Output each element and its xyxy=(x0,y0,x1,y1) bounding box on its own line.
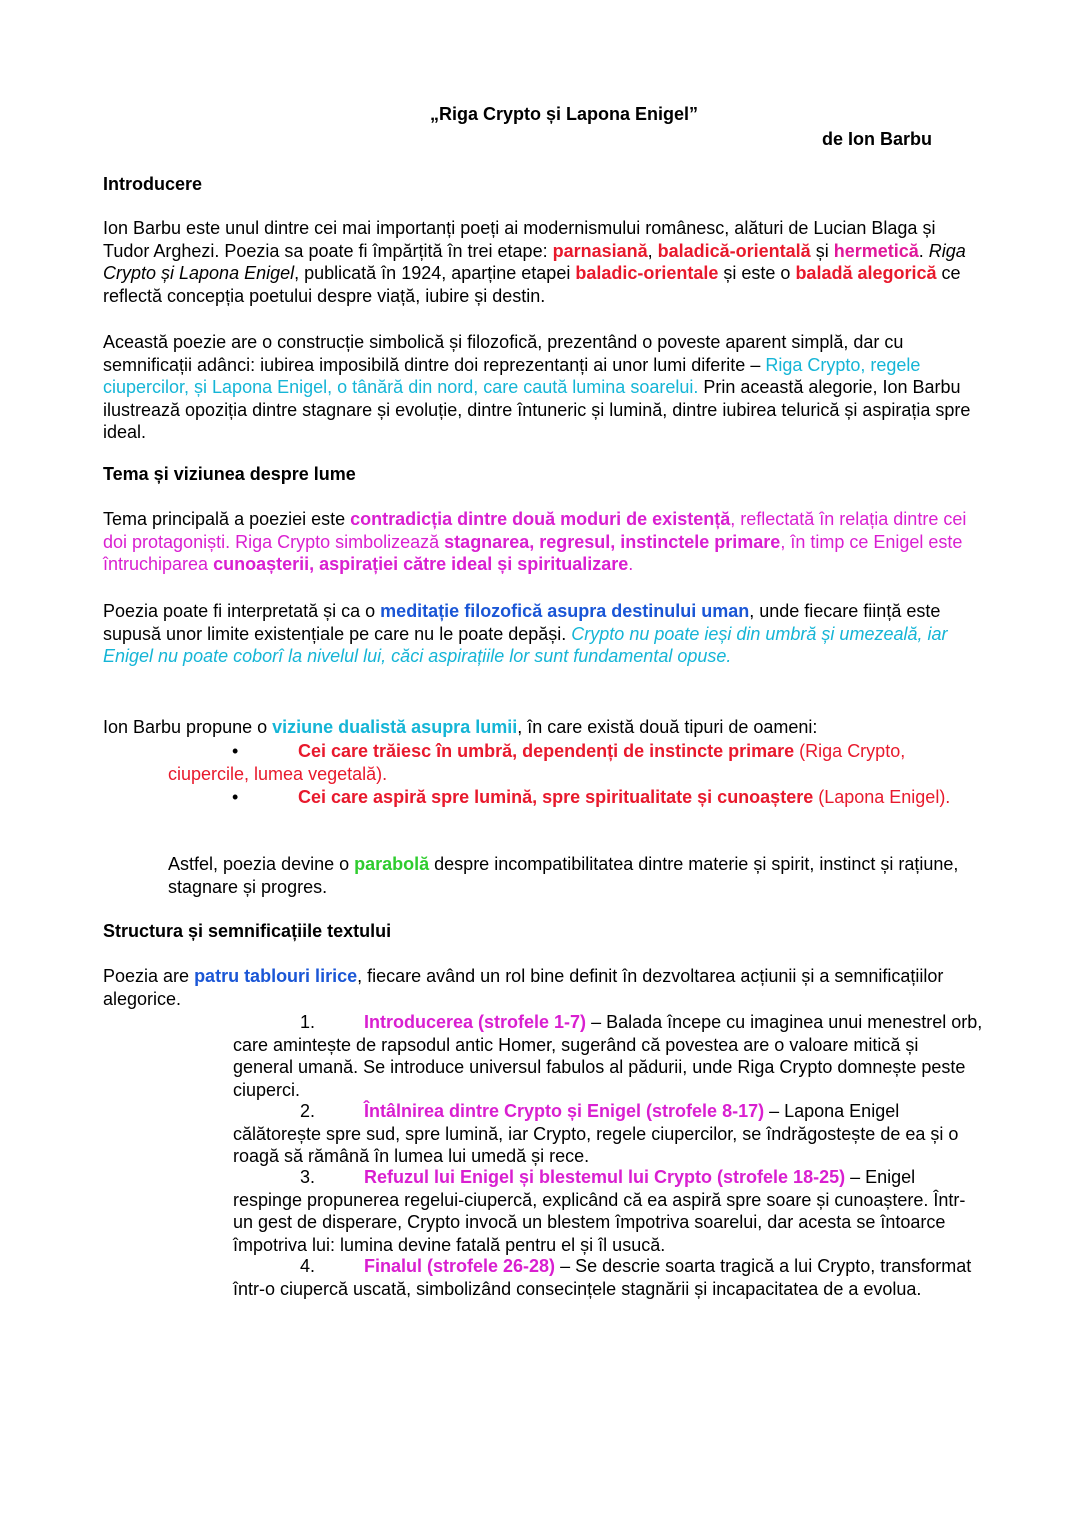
structura-paragraph-1: Poezia are patru tablouri lirice, fiecare având un rol bine definit în dezvoltarea acțiunii și a semnificațiilor alegorice. xyxy=(103,966,944,1009)
intro-paragraph-1: Ion Barbu este unul dintre cei mai importanți poeți ai modernismului românesc, alături de Lucian Blaga și Tudor Arghezi. Poezia sa poate fi împărțită în trei etape: parnasiană, baladică-orientală și hermetică. Riga Crypto și Lapona Enigel, publicată în 1924, aparține etapei baladic-orientale și este o baladă alegorică ce reflectă concepția poetului despre viață, iubire și destin. xyxy=(103,218,966,306)
tema-paragraph-4: Astfel, poezia devine o parabolă despre incompatibilitatea dintre materie și spirit, instinct și rațiune, stagnare și progres. xyxy=(168,854,959,897)
bullet-item-lumina: • Cei care aspiră spre lumină, spre spiritualitate și cunoaștere (Lapona Enigel). xyxy=(168,786,983,809)
highlight-viziune-dualista: viziune dualistă asupra lumii xyxy=(272,717,518,737)
poem-title: „Riga Crypto și Lapona Enigel” xyxy=(430,104,699,124)
author-line: de Ion Barbu xyxy=(822,129,933,149)
tema-paragraph-3: Ion Barbu propune o viziune dualistă asupra lumii, în care există două tipuri de oameni: xyxy=(103,717,818,737)
highlight-contradictia: contradicția dintre două moduri de existență xyxy=(350,509,731,529)
numbered-item-3: 3. Refuzul lui Enigel și blestemul lui Crypto (strofele 18-25) – Enigel respinge propunerea regelui-ciupercă, explicând că ea aspiră spre soare și cunoaștere. Într-un gest de disperare, Crypto invocă un blestem împotriva soarelui, dar acesta se întoarce împotriva lui: lumina devine fatală pentru el și îl usucă. xyxy=(233,1167,966,1255)
highlight-parabola: parabolă xyxy=(354,854,430,874)
bullet-item-umbra: • Cei care trăiesc în umbră, dependenți de instincte primare (Riga Crypto, ciupercile, lumea vegetală). xyxy=(168,741,906,784)
highlight-patru-tablouri: patru tablouri lirice xyxy=(194,966,358,986)
poem-title-italic: Riga Crypto și Lapona Enigel xyxy=(103,240,966,284)
highlight-characters: Riga Crypto, regele ciupercilor, și Lapona Enigel, o tânără din nord, care caută lumina soarelui. xyxy=(103,354,921,398)
highlight-baladica-orientala: baladică-orientală xyxy=(657,240,811,261)
tema-paragraph-1: Tema principală a poeziei este contradicția dintre două moduri de existență, reflectată în relația dintre cei doi protagoniști. Riga Crypto simbolizează stagnarea, regresul, instinctele primare, în timp ce Enigel este întruchiparea cunoașterii, aspirației către ideal și spiritualizare. xyxy=(103,509,967,575)
highlight-stagnarea: stagnarea, regresul, instinctele primare xyxy=(444,531,781,552)
section-heading-tema: Tema și viziunea despre lume xyxy=(103,464,356,484)
section-heading-introducere: Introducere xyxy=(103,174,203,194)
highlight-baladic-orientale: baladic-orientale xyxy=(575,263,719,284)
highlight-cunoasterii: cunoașterii, aspirației către ideal și spiritualizare xyxy=(213,554,629,575)
numbered-item-2: 2. Întâlnirea dintre Crypto și Enigel (strofele 8-17) – Lapona Enigel călătorește spre sud, spre lumină, iar Crypto, regele ciupercilor, se îndrăgostește de ea și o roagă să rămână în lumea lui umedă și rece. xyxy=(233,1101,959,1167)
bullet-marker: • xyxy=(232,787,239,807)
section-heading-structura: Structura și semnificațiile textului xyxy=(103,921,392,941)
intro-paragraph-2: Această poezie are o construcție simbolică și filozofică, prezentând o poveste aparent simplă, dar cu semnificații adânci: iubirea imposibilă dintre doi reprezentanți ai unor lumi diferite – Riga Crypto, regele ciupercilor, și Lapona Enigel, o tânără din nord, care caută lumina soarelui. Prin această alegorie, Ion Barbu ilustrează opoziția dintre stagnare și evoluție, dintre întuneric și lumină, dintre iubirea telurică și aspirația spre ideal. xyxy=(103,332,971,443)
highlight-balada-alegorica: baladă alegorică xyxy=(795,263,937,284)
highlight-parnasiana: parnasiană xyxy=(552,240,648,261)
highlight-crypto-enigel-opuse: Crypto nu poate ieși din umbră și umezeală, iar Enigel nu poate coborî la nivelul lui, căci aspirațiile lor sunt fundamental opuse. xyxy=(103,623,948,667)
highlight-meditatie: meditație filozofică asupra destinului uman xyxy=(380,601,750,621)
highlight-hermetica: hermetică xyxy=(833,240,919,261)
numbered-item-1: 1. Introducerea (strofele 1-7) – Balada începe cu imaginea unui menestrel orb, care amintește de rapsodul antic Homer, sugerând că povestea are o valoare mitică și general umană. Se introduce universul fabulos al pădurii, unde Riga Crypto domnește peste ciuperci. xyxy=(233,1012,983,1100)
tema-paragraph-2: Poezia poate fi interpretată și ca o meditație filozofică asupra destinului uman, unde fiecare ființă este supusă unor limite existențiale pe care nu le poate depăși. Crypto nu poate ieși din umbră și umezeală, iar Enigel nu poate coborî la nivelul lui, căci aspirațiile lor sunt fundamental opuse. xyxy=(103,601,948,667)
numbered-item-4: 4. Finalul (strofele 26-28) – Se descrie soarta tragică a lui Crypto, transformat într-o ciupercă uscată, simbolizând consecințele stagnării și incapacitatea de a evolua. xyxy=(233,1256,972,1299)
bullet-marker: • xyxy=(232,741,239,761)
